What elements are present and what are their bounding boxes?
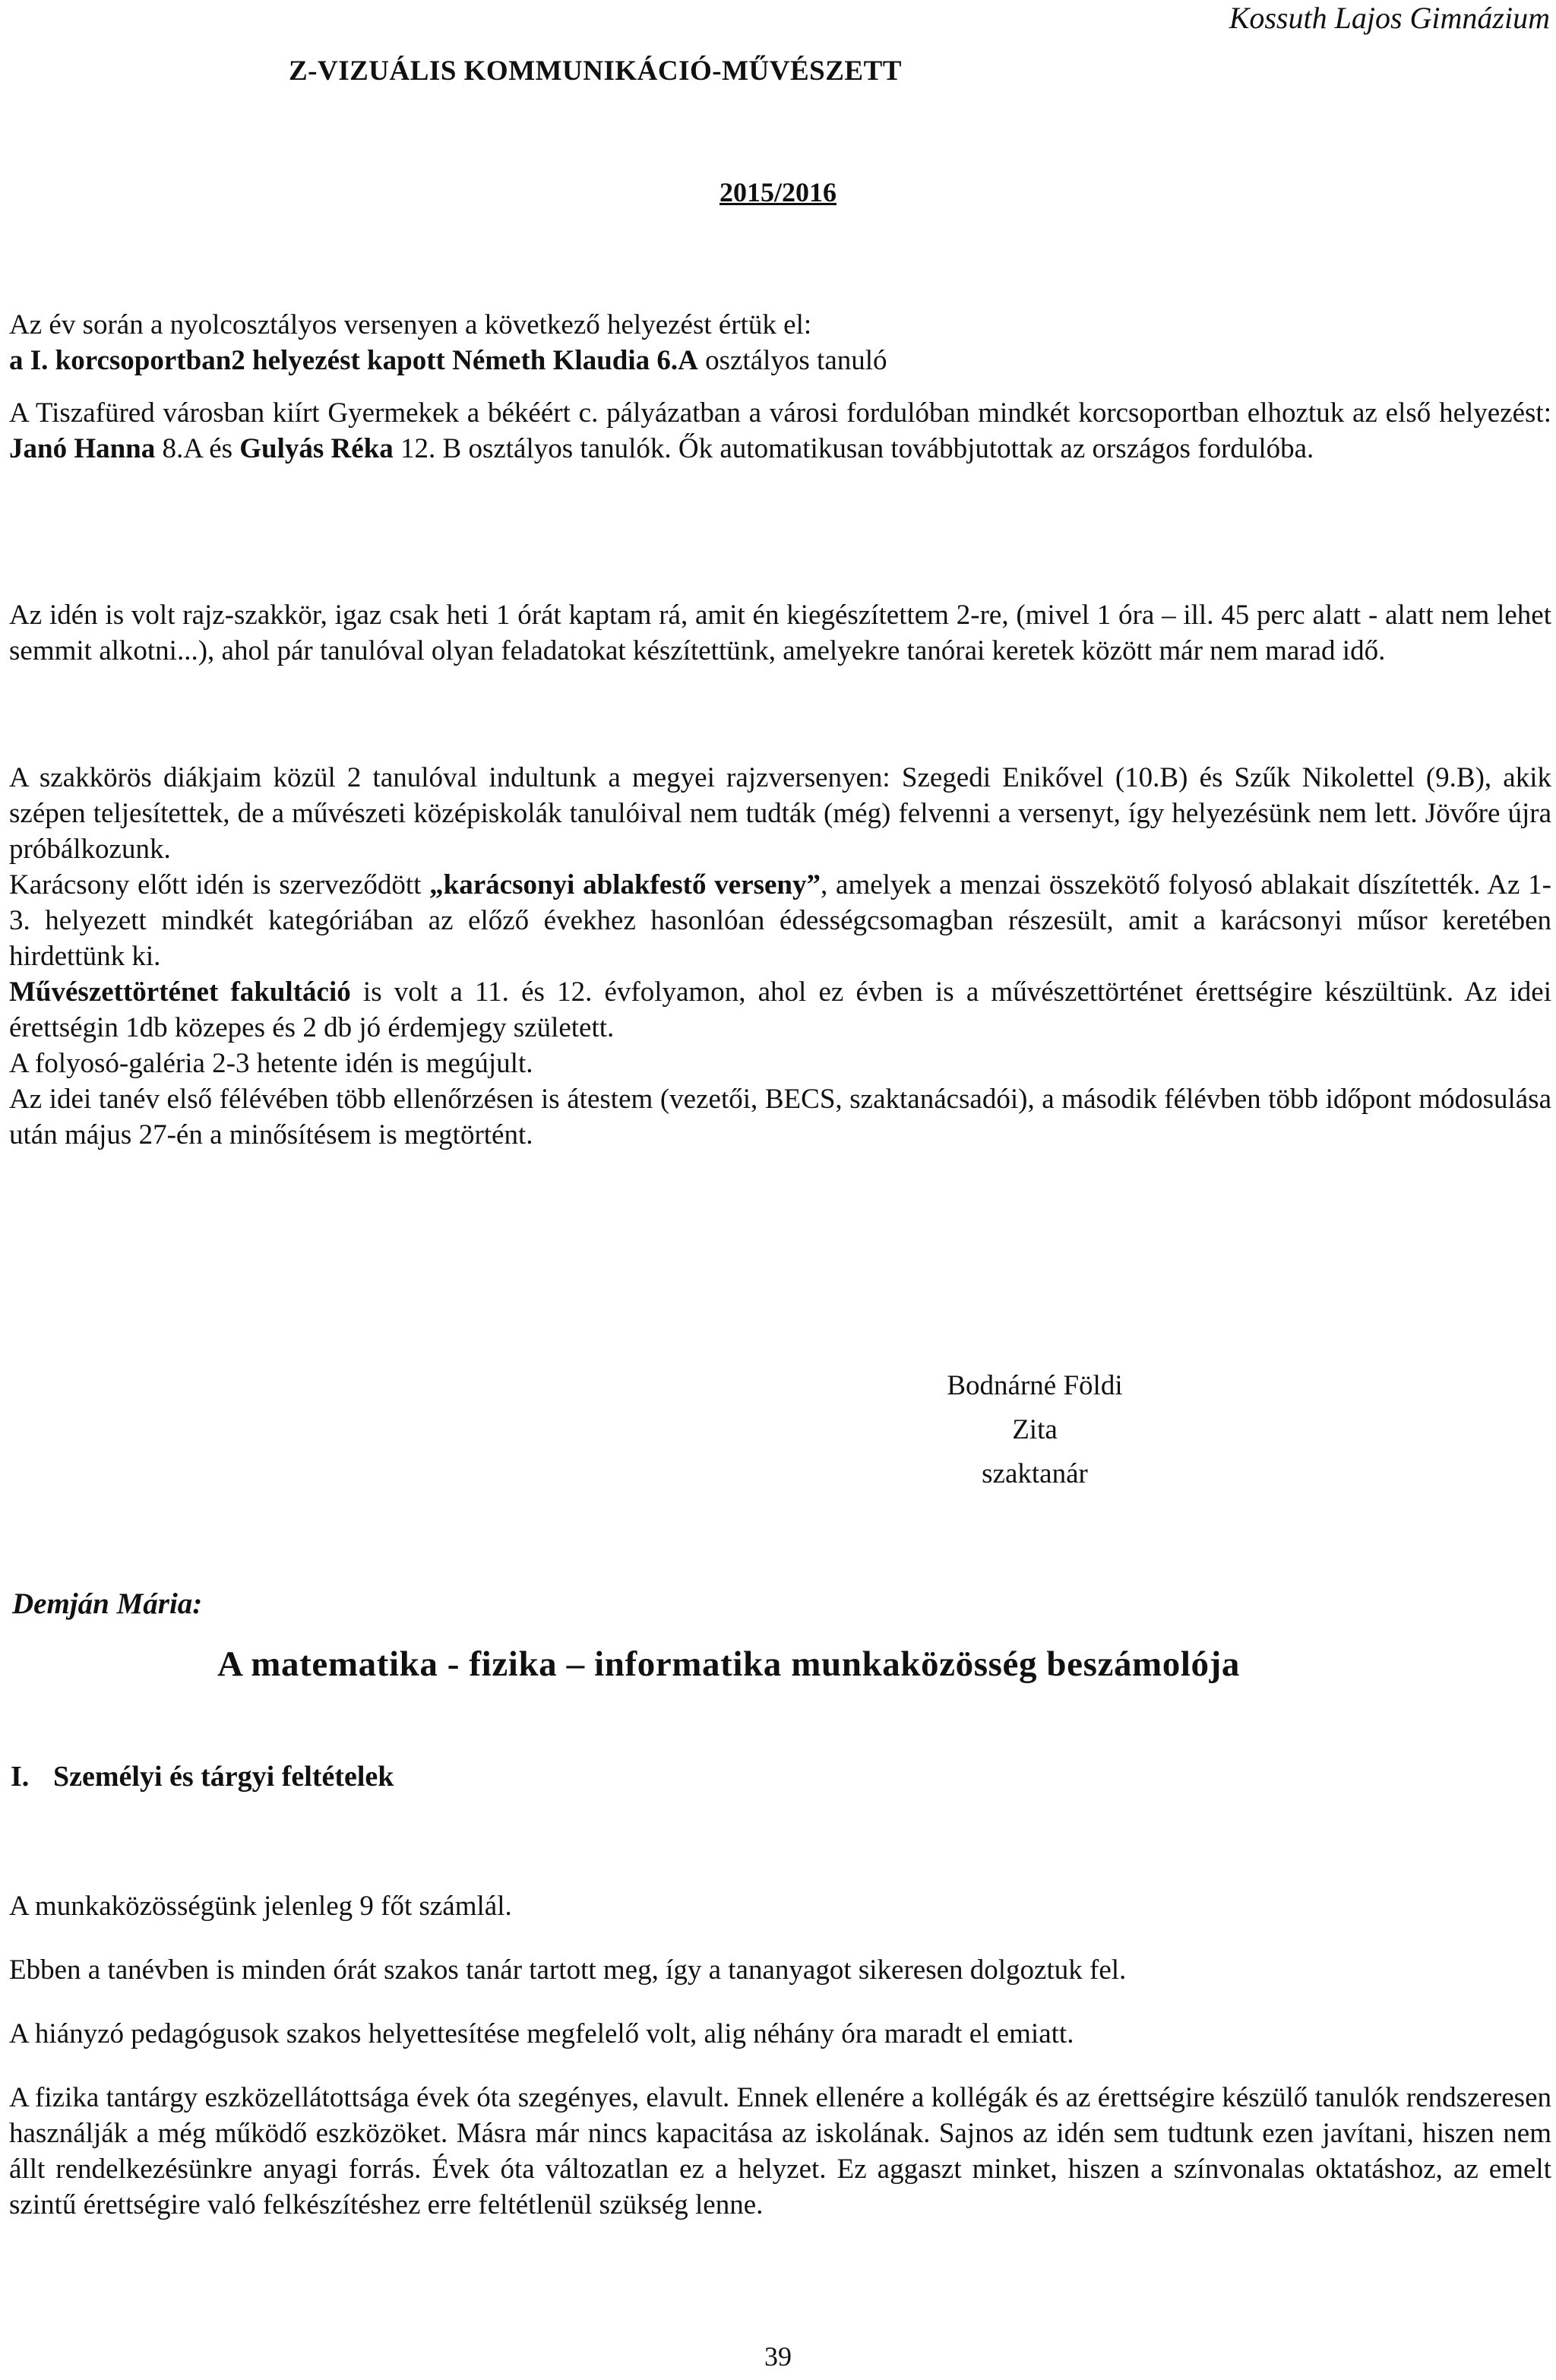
- karacsony-text-1: Karácsony előtt idén is szerveződött: [9, 869, 430, 900]
- section-heading: [11, 1760, 394, 1793]
- section-title: Z-VIZUÁLIS KOMMUNIKÁCIÓ-MŰVÉSZETT: [289, 55, 902, 87]
- report-author: Demján Mária:: [12, 1587, 203, 1620]
- school-header: Kossuth Lajos Gimnázium: [1229, 1, 1550, 35]
- page-number: 39: [764, 2341, 792, 2372]
- math-paragraph-1: A munkaközösségünk jelenleg 9 főt számlál.: [9, 1891, 512, 1922]
- szakkor-paragraph: A szakkörös diákjaim közül 2 tanulóval indultunk a megyei rajzversenyen: Szegedi Enikővel (10.B) és Szűk Nikolettel (9.B), akik szépen teljesítettek, de a művészeti középiskolák tanulóival nem tudták (még) felvenni a versenyt, így helyezésünk nem lett. Jövőre újra próbálkozunk.: [9, 762, 1551, 865]
- intro-line-1: Az év során a nyolcosztályos versenyen a következő helyezést értük el:: [9, 309, 812, 340]
- rajz-text: Az idén is volt rajz-szakkör, igaz csak heti 1 órát kaptam rá, amit én kiegészítettem 2-re, (mivel 1 óra – ill. 45 perc alatt - alatt nem lehet semmit alkotni...), ahol pár tanulóval olyan feladatokat készítettünk, amelyekre tanórai keretek között már nem marad idő.: [9, 600, 1551, 666]
- math-paragraphs: [9, 1860, 1551, 2251]
- math-paragraph-4: A fizika tantárgy eszközellátottsága évek óta szegényes, elavult. Ennek ellenére a kollégák és az érettségire készülő tanulók rendszeresen használják a még működő eszközöket. Másra már nincs kapacitása az iskolának. Sajnos az idén sem tudtunk ezen javítani, hiszen nem állt rendelkezésünkre anyagi forrás. Évek óta változatlan ez a helyzet. Ez aggaszt minket, hiszen a színvonalas oktatáshoz, az emelt szintű érettségire való felkészítéshez erre feltétlenül szükség lenne.: [9, 2082, 1551, 2220]
- activities-paragraphs: [9, 760, 1551, 1153]
- tisza-name-1: Janó Hanna: [9, 433, 156, 464]
- tisza-name-2: Gulyás Réka: [239, 433, 394, 464]
- intro-paragraph: [9, 307, 1551, 378]
- karacsony-paragraph: [9, 867, 1551, 974]
- tisza-text-1: A Tiszafüred városban kiírt Gyermekek a békéért c. pályázatban a városi fordulóban mindkét korcsoportban elhoztuk az első helyezést:: [9, 397, 1551, 429]
- galeria-paragraph: A folyosó-galéria 2-3 hetente idén is megújult.: [9, 1048, 533, 1079]
- rajz-szakkor-paragraph: [9, 597, 1551, 669]
- signature-role: szaktanár: [982, 1458, 1088, 1489]
- intro-line-2-bold: a I. korcsoportban2 helyezést kapott Németh Klaudia 6.A: [9, 345, 698, 376]
- karacsony-bold: „karácsonyi ablakfestő verseny”: [429, 869, 821, 900]
- tiszafured-paragraph: [9, 395, 1551, 467]
- intro-line-2: [9, 343, 1551, 378]
- muveszettortenet-text: is volt a 11. és 12. évfolyamon, ahol ez évben is a művészettörténet érettségire készültünk. Az idei érettségin 1db közepes és 2 db jó érdemjegy született.: [9, 976, 1552, 1043]
- math-paragraph-3: A hiányzó pedagógusok szakos helyettesítése megfelelő volt, alig néhány óra maradt el emiatt.: [9, 2018, 1074, 2049]
- signature-block: [921, 1364, 1149, 1496]
- school-year: 2015/2016: [719, 177, 837, 207]
- tisza-text-2: 8.A és: [155, 433, 240, 464]
- report-title: A matematika - fizika – informatika munkaközösség beszámolója: [217, 1644, 1241, 1684]
- muveszettortenet-paragraph: [9, 974, 1551, 1046]
- tisza-text-3: 12. B osztályos tanulók. Ők automatikusan továbbjutottak az országos fordulóba.: [393, 433, 1314, 464]
- karacsony-text-2: , amelyek a menzai összekötő folyosó ablakait díszítették. Az 1-3. helyezett mindkét kategóriában az előző évekhez hasonlóan édességcsomagban részesült, amit a karácsonyi műsor keretében hirdettünk ki.: [9, 869, 1551, 972]
- section-heading-text: Személyi és tárgyi feltételek: [53, 1761, 394, 1793]
- math-paragraph-2: Ebben a tanévben is minden órát szakos tanár tartott meg, így a tananyagot sikeresen dolgoztuk fel.: [9, 1954, 1127, 1986]
- intro-line-2-rest: osztályos tanuló: [697, 345, 887, 376]
- muveszettortenet-bold: Művészettörténet fakultáció: [9, 976, 351, 1008]
- signature-name: Bodnárné Földi Zita: [947, 1370, 1123, 1445]
- section-number: I.: [11, 1761, 30, 1793]
- ellenorzes-paragraph: Az idei tanév első félévében több ellenőrzésen is átestem (vezetői, BECS, szaktanácsadói), a második félévben több időpont módosulása után május 27-én a minősítésem is megtörtént.: [9, 1084, 1551, 1150]
